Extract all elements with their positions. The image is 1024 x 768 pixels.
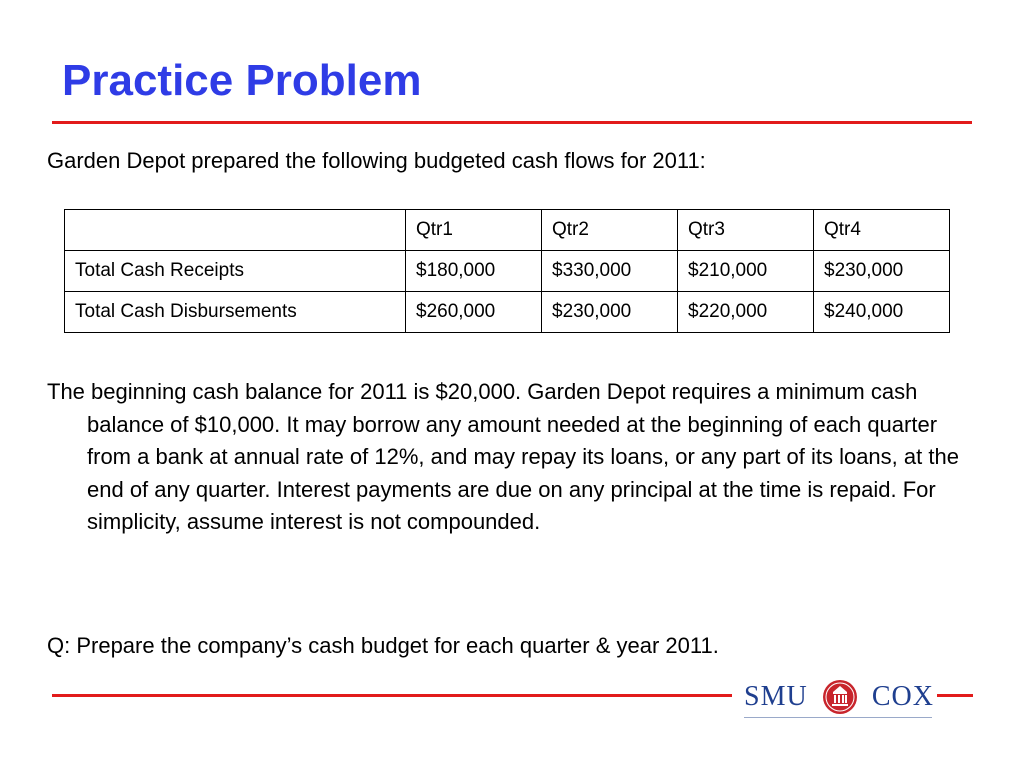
- logo-cox-text: COX: [871, 681, 934, 712]
- table-cell: $240,000: [814, 292, 950, 333]
- table-header-cell: [65, 210, 406, 251]
- table-cell: $210,000: [678, 251, 814, 292]
- table-cell: $230,000: [814, 251, 950, 292]
- table-row-label: Total Cash Disbursements: [65, 292, 406, 333]
- question-text: Q: Prepare the company’s cash budget for each quarter & year 2011.: [47, 633, 719, 658]
- table-cell: $260,000: [406, 292, 542, 333]
- table-cell: $330,000: [542, 251, 678, 292]
- slide-title: Practice Problem: [62, 56, 422, 105]
- intro-text: Garden Depot prepared the following budgeted cash flows for 2011:: [47, 148, 706, 173]
- table-header-row: [65, 210, 950, 251]
- table-header-cell: Qtr4: [814, 210, 950, 251]
- cash-flow-table: [64, 209, 950, 333]
- footer-divider-left: [52, 694, 732, 697]
- table-header-cell: Qtr1: [406, 210, 542, 251]
- table-row: [65, 251, 950, 292]
- title-divider: [52, 121, 972, 124]
- problem-text: The beginning cash balance for 2011 is $20,000. Garden Depot requires a minimum cash balance of $10,000. It may borrow any amount needed at the beginning of each quarter from a bank at annual rate of 12%, and may repay its loans, or any part of its loans, at the end of any quarter. Interest payments are due on any principal at the time is repaid. For simplicity, assume interest is not compounded.: [47, 379, 959, 535]
- table-cell: $220,000: [678, 292, 814, 333]
- table-cell: $230,000: [542, 292, 678, 333]
- table-row: [65, 292, 950, 333]
- table-header-cell: Qtr3: [678, 210, 814, 251]
- table-row-label: Total Cash Receipts: [65, 251, 406, 292]
- logo-underline: [744, 717, 932, 718]
- problem-description: [47, 376, 977, 539]
- table-header-cell: Qtr2: [542, 210, 678, 251]
- university-seal-icon: [822, 678, 858, 716]
- logo-smu-text: SMU: [744, 681, 808, 712]
- table-cell: $180,000: [406, 251, 542, 292]
- smu-cox-logo: [744, 676, 934, 718]
- footer-divider-right: [937, 694, 973, 697]
